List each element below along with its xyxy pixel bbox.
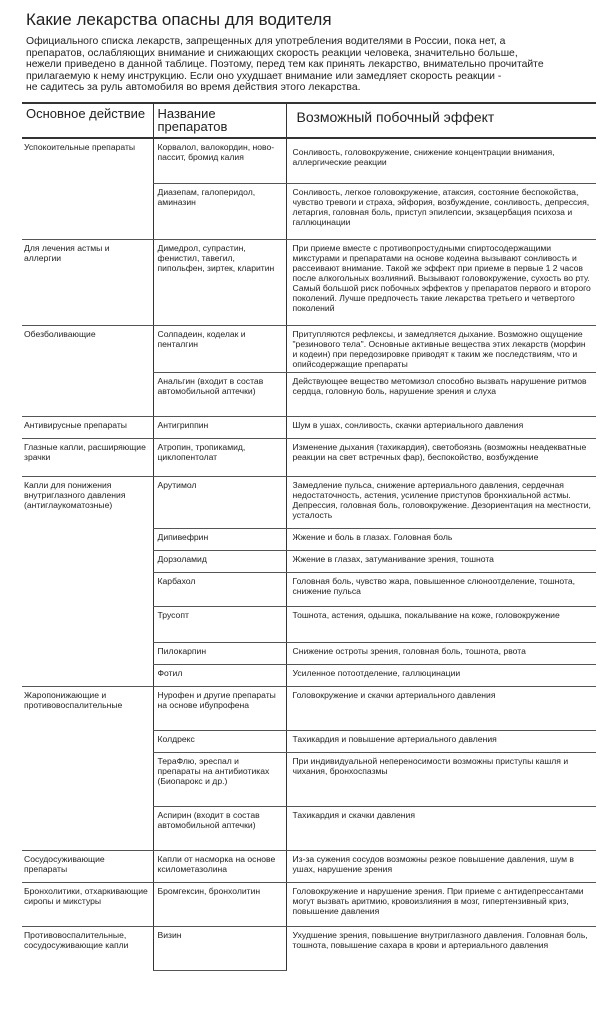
cell-drug: Дорзоламид: [153, 551, 286, 573]
table-row: [22, 807, 596, 851]
cell-action: Сосудосуживающие препараты: [22, 851, 153, 883]
cell-drug: ТераФлю, эреспал и препараты на антибиотиках (Биопарокс и др.): [153, 753, 286, 807]
cell-effect: Жжение и боль в глазах. Головная боль: [286, 529, 596, 551]
cell-drug: Визин: [153, 927, 286, 971]
cell-action: [22, 184, 153, 240]
cell-effect: Тахикардия и скачки давления: [286, 807, 596, 851]
table-row: [22, 607, 596, 643]
cell-drug: Нурофен и другие препараты на основе ибупрофена: [153, 687, 286, 731]
cell-effect: Сонливость, головокружение, снижение концентрации внимания, аллергические реакции: [286, 138, 596, 184]
table-row: [22, 551, 596, 573]
cell-action: [22, 731, 153, 753]
table-row: [22, 851, 596, 883]
cell-action: Для лечения астмы и аллергии: [22, 240, 153, 326]
cell-drug: Аспирин (входит в состав автомобильной аптечки): [153, 807, 286, 851]
table-row: [22, 665, 596, 687]
header-drug-name: Название препаратов: [153, 103, 286, 138]
cell-effect: Замедление пульса, снижение артериального давления, сердечная недостаточность, астения, усиление приступов бронхиальной астмы. Депрессия, головная боль, головокружение. Дезориентация на местности, усталость: [286, 477, 596, 529]
cell-action: [22, 807, 153, 851]
cell-action: Обезболивающие: [22, 326, 153, 373]
table-row: [22, 477, 596, 529]
cell-action: [22, 529, 153, 551]
table-row: [22, 373, 596, 417]
cell-effect: Тошнота, астения, одышка, покалывание на коже, головокружение: [286, 607, 596, 643]
table-row: [22, 573, 596, 607]
cell-action: [22, 607, 153, 643]
table-row: [22, 326, 596, 373]
cell-drug: Антигриппин: [153, 417, 286, 439]
cell-drug: Трусопт: [153, 607, 286, 643]
cell-action: [22, 373, 153, 417]
cell-drug: Арутимол: [153, 477, 286, 529]
cell-effect: Головная боль, чувство жара, повышенное слюноотделение, тошнота, снижение пульса: [286, 573, 596, 607]
cell-drug: Дипивефрин: [153, 529, 286, 551]
cell-drug: Атропин, тропикамид, циклопентолат: [153, 439, 286, 477]
cell-effect: Тахикардия и повышение артериального давления: [286, 731, 596, 753]
cell-effect: Притупляются рефлексы, и замедляется дыхание. Возможно ощущение "резинового тела". Основные активные вещества этих лекарств (морфин и кодеин) при передозировке приводят к таким же последствиям, что и опийсодержащие препараты: [286, 326, 596, 373]
cell-effect: Изменение дыхания (тахикардия), светобоязнь (возможны неадекватные реакции на свет встречных фар), беспокойство, возбуждение: [286, 439, 596, 477]
cell-drug: Корвалол, валокордин, ново-пассит, бромид калия: [153, 138, 286, 184]
cell-action: [22, 573, 153, 607]
table-row: [22, 753, 596, 807]
cell-action: Бронхолитики, отхаркивающие сиропы и микстуры: [22, 883, 153, 927]
header-main-action: Основное действие: [22, 103, 153, 138]
cell-drug: Колдрекс: [153, 731, 286, 753]
table-row: [22, 927, 596, 971]
table-row: [22, 687, 596, 731]
cell-effect: Усиленное потоотделение, галлюцинации: [286, 665, 596, 687]
cell-drug: Бромгексин, бронхолитин: [153, 883, 286, 927]
cell-effect: Действующее вещество метомизол способно вызвать нарушение ритмов сердца, головную боль, нарушение зрения и слуха: [286, 373, 596, 417]
cell-drug: Пилокарпин: [153, 643, 286, 665]
table-row: [22, 439, 596, 477]
cell-action: [22, 551, 153, 573]
cell-effect: Сонливость, легкое головокружение, атаксия, состояние беспокойства, чувство тревоги и страха, эйфория, возбуждение, сонливость, депрессия, летаргия, головная боль, приступ эпилепсии, экзацербация психоза и галлюцинации: [286, 184, 596, 240]
table-row: [22, 643, 596, 665]
table-row: [22, 731, 596, 753]
cell-action: [22, 665, 153, 687]
cell-drug: Солпадеин, коделак и пенталгин: [153, 326, 286, 373]
cell-effect: Ухудшение зрения, повышение внутриглазного давления. Головная боль, тошнота, повышение сахара в крови и артериального давления: [292, 930, 588, 951]
cell-drug: Капли от насморка на основе ксилометазолина: [153, 851, 286, 883]
page-title: Какие лекарства опасны для водителя: [26, 10, 332, 29]
table-row: [22, 883, 596, 927]
cell-effect: Головокружение и нарушение зрения. При приеме с антидепрессантами могут вызвать аритмию, кровоизлияния в мозг, гипертензивный криз, повышение давления: [286, 883, 596, 927]
cell-action: Глазные капли, расширяющие зрачки: [22, 439, 153, 477]
cell-effect: При приеме вместе с противопростудными спиртосодержащими микстурами и препаратами на основе кодеина вызывают сонливость и рассеивают внимание. Такой же эффект при приеме в первые 1 2 часов после алкогольных возлияний. Вызывают головокружение, сухость во рту. Самый большой риск побочных эффектов у препаратов первого и второго поколений. Лучше предпочесть такие лекарства третьего и четвертого поколений: [286, 240, 596, 326]
cell-drug: Димедрол, супрастин, фенистил, тавегил, пипольфен, зиртек, кларитин: [153, 240, 286, 326]
table-row: [22, 138, 596, 184]
cell-drug: Диазепам, галоперидол, аминазин: [153, 184, 286, 240]
table-row: [22, 417, 596, 439]
cell-action: [22, 643, 153, 665]
cell-action: Противовоспалительные, сосудосуживающие капли: [22, 927, 153, 971]
cell-action: [22, 753, 153, 807]
header-side-effect: Возможный побочный эффект: [286, 103, 596, 138]
cell-drug: Карбахол: [153, 573, 286, 607]
table-header-row: [22, 103, 596, 138]
cell-action: Антивирусные препараты: [22, 417, 153, 439]
cell-effect: При индивидуальной непереносимости возможны приступы кашля и чихания, бронхоспазмы: [286, 753, 596, 807]
cell-action: Жаропонижающие и противовоспалительные: [22, 687, 153, 731]
cell-effect: Головокружение и скачки артериального давления: [286, 687, 596, 731]
cell-effect: Шум в ушах, сонливость, скачки артериального давления: [286, 417, 596, 439]
cell-drug: Анальгин (входит в состав автомобильной аптечки): [153, 373, 286, 417]
cell-effect: Из-за сужения сосудов возможны резкое повышение давления, шум в ушах, нарушение зрения: [286, 851, 596, 883]
cell-action: Капли для понижения внутриглазного давления (антиглаукоматозные): [22, 477, 153, 529]
cell-drug: Фотил: [153, 665, 286, 687]
medications-table: [22, 102, 596, 972]
cell-effect: Жжение в глазах, затуманивание зрения, тошнота: [286, 551, 596, 573]
table-row: [22, 529, 596, 551]
intro-paragraph: Официального списка лекарств, запрещенных для употребления водителями в России, пока нет, а препаратов, ослабляющих внимание и снижающих скорость реакции человека, значительно больше, нежели приведено в данной таблице. Поэтому, перед тем как принять лекарство, внимательно прочитайте прилагаемую к нему инструкцию. Если оно ухудшает внимание или замедляет скорость реакции - не садитесь за руль автомобиля во время действия этого лекарства.: [26, 36, 544, 94]
cell-action: Успокоительные препараты: [24, 141, 136, 152]
cell-effect: Снижение остроты зрения, головная боль, тошнота, рвота: [286, 643, 596, 665]
table-row: [22, 240, 596, 326]
table-row: [22, 184, 596, 240]
